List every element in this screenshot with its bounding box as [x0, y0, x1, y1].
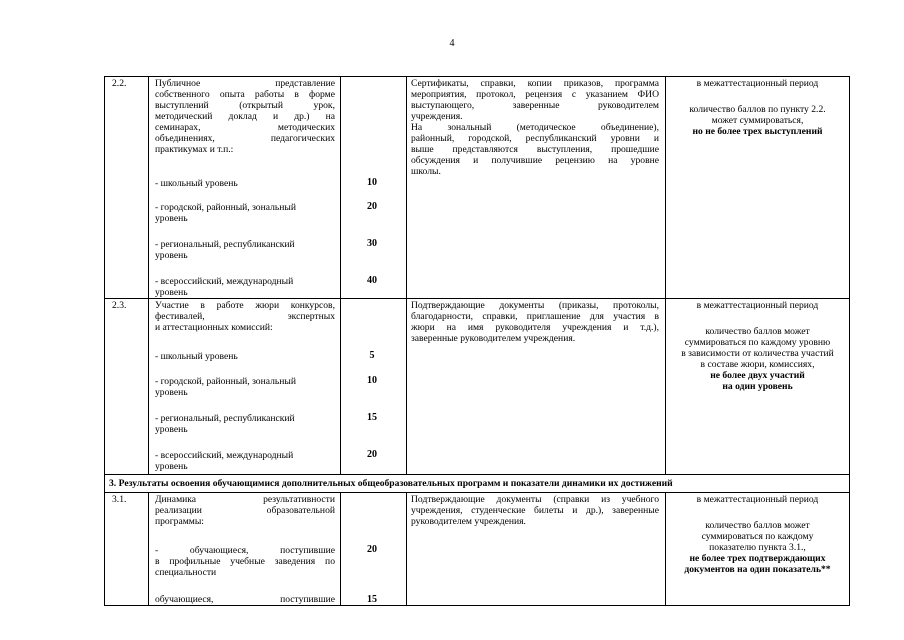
evidence-line: заверенные руководителем учреждения.: [411, 333, 576, 344]
level-line: уровень: [155, 424, 188, 435]
evidence-line: жюри на имя руководителя учреждения и т.д.),: [411, 322, 659, 333]
criterion-line: Динамика результативности: [155, 494, 335, 505]
evidence-line: благодарности, справки, приглашение для участия в: [411, 311, 659, 322]
col-border-right: [849, 76, 850, 605]
level-line: уровень: [155, 250, 188, 261]
level-text: [155, 594, 335, 605]
col-border-score-lower: [406, 492, 407, 605]
criterion-line: Публичное представление: [155, 78, 335, 89]
criterion-text: [155, 300, 335, 333]
level-line: - городской, районный, зональный: [155, 202, 296, 213]
level-score: 10: [367, 177, 377, 188]
page-number: 4: [449, 38, 455, 49]
level-text: - школьный уровень: [155, 178, 238, 189]
criterion-line: семинарах, методических: [155, 122, 335, 133]
evidence-text: [411, 494, 659, 527]
row-number: 2.2.: [112, 78, 127, 89]
note-line: количество баллов по пункту 2.2.: [689, 104, 826, 115]
note-limit: на один уровень: [722, 381, 793, 392]
note-text: [668, 520, 847, 575]
evidence-line: районный, городской, республиканский уровни и: [411, 133, 659, 144]
level-text: [155, 276, 335, 298]
col-border-criterion-lower: [340, 492, 341, 605]
criterion-line: реализации образовательной: [155, 505, 335, 516]
note-text: [668, 104, 847, 137]
row-number: 2.3.: [112, 300, 127, 311]
level-score: 10: [367, 375, 377, 386]
level-text: [155, 450, 335, 472]
evidence-line: мероприятия, протокол, рецензия с указанием ФИО: [411, 89, 659, 100]
evidence-line: руководителем учреждения.: [411, 516, 526, 527]
col-border-evidence: [665, 76, 666, 474]
note-line: суммироваться по каждому: [701, 531, 814, 542]
evidence-text: [411, 78, 659, 177]
evidence-line: На зональный (методическое объединение),: [411, 122, 659, 133]
level-line: - городской, районный, зональный: [155, 376, 296, 387]
criterion-line: объединениях, педагогических: [155, 133, 335, 144]
criterion-line: методический доклад и др.) на: [155, 111, 335, 122]
level-line: уровень: [155, 461, 188, 472]
evidence-line: Сертификаты, справки, копии приказов, программа: [411, 78, 659, 89]
table-bottom-border: [104, 605, 850, 606]
evidence-line: Подтверждающие документы (справки из учебного: [411, 494, 659, 505]
level-text: [155, 376, 335, 398]
level-score: 30: [367, 238, 377, 249]
note-line: показателю пункта 3.1.,: [709, 542, 806, 553]
col-border-left: [104, 76, 105, 605]
note-line: количество баллов может: [705, 326, 810, 337]
col-border-num: [148, 76, 149, 474]
note-limit: не более двух участий: [710, 370, 805, 381]
note-period: в межаттестационный период: [696, 78, 819, 89]
criterion-text: [155, 78, 335, 155]
evidence-line: учреждения.: [411, 111, 463, 122]
note-line: в зависимости от количества участий: [681, 348, 834, 359]
level-line: уровень: [155, 387, 188, 398]
evidence-text: [411, 300, 659, 344]
level-text: - школьный уровень: [155, 351, 238, 362]
level-line: - региональный, республиканский: [155, 239, 295, 250]
note-text: [668, 326, 847, 392]
evidence-line: выступающего, заверенные руководителем: [411, 100, 659, 111]
criterion-line: практикумах и т.п.:: [155, 144, 234, 155]
note-period: в межаттестационный период: [696, 494, 819, 505]
evidence-line: выше представляются выступления, прошедшие: [411, 144, 659, 155]
criterion-line: программы:: [155, 516, 204, 527]
level-score: 20: [367, 449, 377, 460]
criterion-line: Участие в работе жюри конкурсов,: [155, 300, 335, 311]
level-line: в профильные учебные заведения по: [155, 556, 335, 567]
level-text: [155, 239, 335, 261]
evidence-line: учреждения, студенческие билеты и др.), заверенные: [411, 505, 659, 516]
level-line: - региональный, республиканский: [155, 413, 295, 424]
note-limit: документов на один показатель**: [684, 564, 831, 575]
criterion-line: фестивалей, экспертных: [155, 311, 335, 322]
table-top-border: [104, 76, 850, 77]
section-bottom-border: [104, 492, 850, 493]
note-limit: но не более трех выступлений: [692, 126, 823, 137]
level-text: [155, 413, 335, 435]
level-score: 20: [367, 544, 377, 555]
note-limit: не более трех подтверждающих: [689, 553, 826, 564]
note-line: суммироваться по каждому уровню: [684, 337, 831, 348]
row-number: 3.1.: [112, 494, 127, 505]
level-text: [155, 545, 335, 578]
col-border-evidence-lower: [665, 492, 666, 605]
note-line: в составе жюри, комиссиях,: [700, 359, 815, 370]
criterion-line: выступлений (открытый урок,: [155, 100, 335, 111]
note-period: в межаттестационный период: [696, 300, 819, 311]
evidence-line: обсуждения и получившие рецензию на уровне: [411, 155, 659, 166]
evidence-line: Подтверждающие документы (приказы, протоколы,: [411, 300, 659, 311]
level-score: 15: [367, 594, 377, 605]
level-text: [155, 202, 335, 224]
section-title: 3. Результаты освоения обучающимися дополнительных общеобразовательных программ и показатели динамики их достижений: [109, 478, 673, 489]
level-score: 40: [367, 275, 377, 286]
level-line: - всероссийский, международный: [155, 450, 294, 461]
note-line: количество баллов может: [705, 520, 810, 531]
note-line: может суммироваться,: [711, 115, 804, 126]
level-line: уровень: [155, 213, 188, 224]
criterion-line: и аттестационных комиссий:: [155, 322, 273, 333]
level-line: специальности: [155, 567, 217, 578]
level-score: 5: [369, 350, 375, 361]
criterion-text: [155, 494, 335, 527]
level-score: 20: [367, 201, 377, 212]
criterion-line: собственного опыта работы в форме: [155, 89, 335, 100]
level-score: 15: [367, 412, 377, 423]
col-border-score: [406, 76, 407, 474]
level-line: - всероссийский, международный: [155, 276, 294, 287]
col-border-num-lower: [148, 492, 149, 605]
section-top-border: [104, 474, 850, 475]
level-line: уровень: [155, 287, 188, 298]
level-line: - обучающиеся, поступившие: [155, 545, 335, 556]
evidence-line: школы.: [411, 166, 441, 177]
row-divider-2-3: [104, 298, 850, 299]
level-line: обучающиеся, поступившие: [155, 594, 335, 605]
col-border-criterion: [340, 76, 341, 474]
